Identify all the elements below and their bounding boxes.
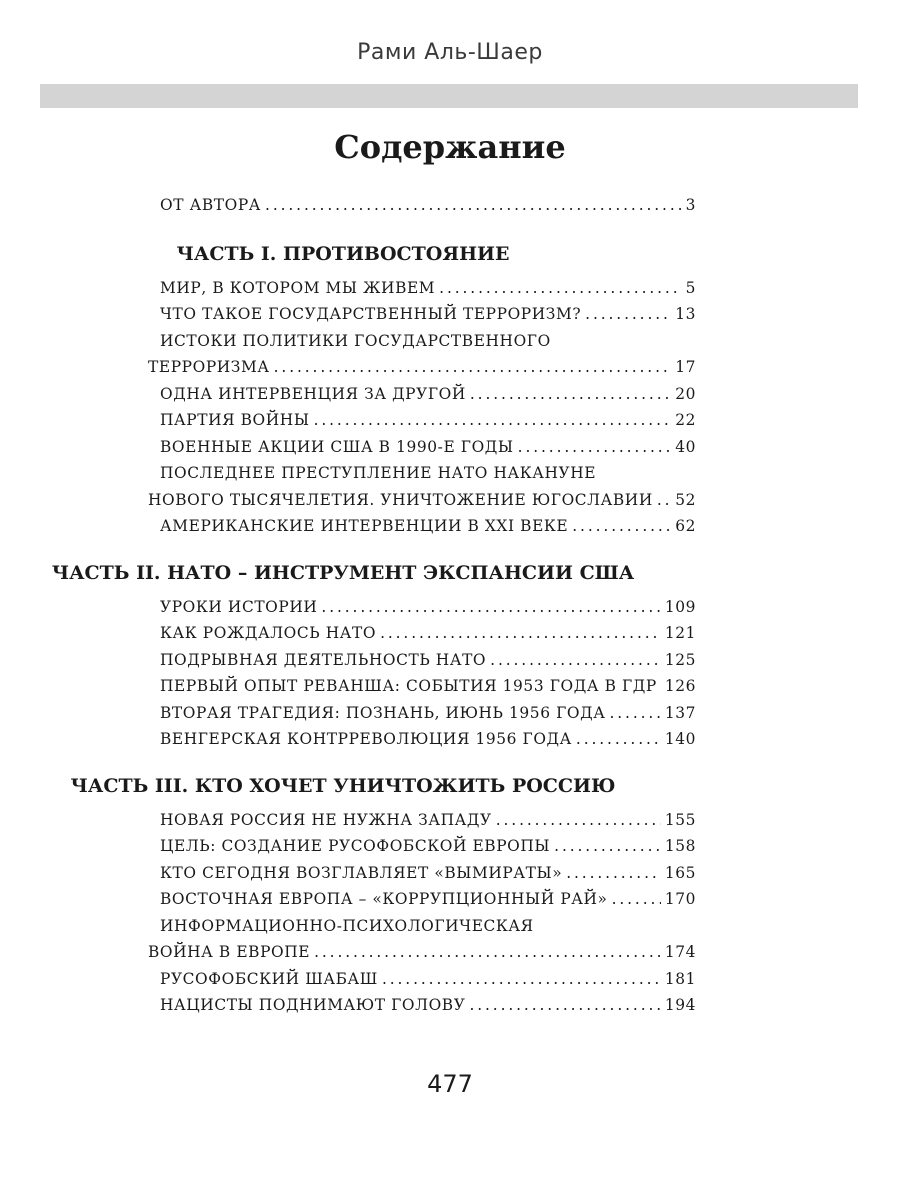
toc-entry-title: ВОЙНА В ЕВРОПЕ	[148, 943, 311, 961]
toc-entry-title: ПЕРВЫЙ ОПЫТ РЕВАНША: СОБЫТИЯ 1953 ГОДА В ГДР	[160, 677, 657, 695]
toc-entry-page: 3	[685, 196, 696, 214]
toc-entry	[160, 807, 696, 834]
toc-entry-page: 181	[664, 969, 696, 988]
toc-entry-title: КАК РОЖДАЛОСЬ НАТО	[160, 624, 377, 642]
dot-leader	[314, 939, 661, 966]
dot-leader	[554, 833, 661, 860]
dot-leader	[382, 966, 661, 993]
dot-leader	[585, 301, 671, 328]
toc-entry	[160, 700, 696, 727]
toc-entry	[160, 647, 696, 674]
toc-entry-title: КТО СЕГОДНЯ ВОЗГЛАВЛЯЕТ «ВЫМИРАТЫ»	[160, 863, 563, 882]
toc-entry-title: ВОЕННЫЕ АКЦИИ США В 1990-Е ГОДЫ	[160, 437, 514, 456]
dot-leader	[576, 726, 661, 753]
toc-entry	[160, 513, 696, 540]
toc-entry-title: ВОСТОЧНАЯ ЕВРОПА – «КОРРУПЦИОННЫЙ РАЙ»	[160, 890, 608, 908]
dot-leader	[380, 620, 661, 647]
toc-entry	[160, 620, 696, 647]
toc-entry-page: 20	[675, 384, 696, 403]
toc-entry-title: ПАРТИЯ ВОЙНЫ	[160, 411, 310, 429]
toc-title: Содержание	[334, 128, 566, 166]
toc-entry-title: ОДНА ИНТЕРВЕНЦИЯ ЗА ДРУГОЙ	[160, 384, 466, 403]
toc-entry-page: 165	[664, 863, 696, 882]
toc-entry-page: 5	[685, 278, 696, 297]
dot-leader	[274, 354, 672, 381]
toc-entry-page: 137	[664, 703, 696, 722]
toc-entry-title: ТЕРРОРИЗМА	[148, 358, 270, 376]
toc-entry-title: ЧТО ТАКОЕ ГОСУДАРСТВЕННЫЙ ТЕРРОРИЗМ?	[160, 305, 582, 323]
dot-leader	[469, 992, 660, 1019]
toc-entry-page: 140	[664, 730, 696, 748]
toc-entry	[160, 673, 696, 700]
toc-entry-title: ПОДРЫВНАЯ ДЕЯТЕЛЬНОСТЬ НАТО	[160, 650, 487, 669]
toc-entry-page: 17	[675, 358, 696, 376]
toc-entry	[160, 833, 696, 860]
toc-entry-title-line1: ИСТОКИ ПОЛИТИКИ ГОСУДАРСТВЕННОГО	[160, 331, 551, 350]
toc-entry-page: 170	[664, 890, 696, 908]
toc-entry-page: 158	[664, 837, 696, 855]
header-bar	[40, 84, 858, 108]
part-heading: ЧАСТЬ II. НАТО – ИНСТРУМЕНТ ЭКСПАНСИИ США	[51, 561, 635, 584]
toc-entry-title: ВТОРАЯ ТРАГЕДИЯ: ПОЗНАНЬ, ИЮНЬ 1956 ГОДА	[160, 703, 606, 722]
dot-leader	[490, 647, 661, 674]
dot-leader	[609, 700, 660, 727]
toc-entry	[160, 860, 696, 887]
toc-entry-title: ВЕНГЕРСКАЯ КОНТРРЕВОЛЮЦИЯ 1956 ГОДА	[160, 730, 572, 748]
toc-part	[70, 773, 696, 1019]
toc-entry-title-line1: ИНФОРМАЦИОННО-ПСИХОЛОГИЧЕСКАЯ	[160, 916, 534, 935]
toc-entry-page: 109	[664, 597, 696, 616]
toc-entry-title: ЦЕЛЬ: СОЗДАНИЕ РУСОФОБСКОЙ ЕВРОПЫ	[160, 837, 551, 855]
dot-leader	[439, 275, 681, 302]
toc-part	[148, 241, 696, 540]
toc-entry-page: 155	[664, 810, 696, 829]
toc-entry	[160, 966, 696, 993]
toc-entry-title: НОВАЯ РОССИЯ НЕ НУЖНА ЗАПАДУ	[160, 810, 492, 829]
dot-leader	[314, 407, 672, 434]
toc-entry	[160, 594, 696, 621]
toc-entry-page: 13	[675, 305, 696, 323]
toc-entry	[160, 434, 696, 461]
toc-entry	[160, 275, 696, 302]
dot-leader	[321, 594, 660, 621]
toc-entry	[148, 354, 696, 381]
toc-parts	[51, 241, 697, 1019]
toc-entry	[148, 487, 696, 514]
toc-entry	[160, 407, 696, 434]
toc-entry-page: 40	[675, 437, 696, 456]
toc-entry	[160, 992, 696, 1019]
part-heading: ЧАСТЬ I. ПРОТИВОСТОЯНИЕ	[176, 242, 510, 265]
toc-entry-page: 121	[664, 624, 696, 642]
toc-entry-page: 22	[675, 411, 696, 429]
toc-entry-page: 125	[664, 650, 696, 669]
toc-entry-title: ОТ АВТОРА	[160, 196, 262, 214]
dot-leader	[612, 886, 661, 913]
toc-entry-page: 62	[675, 517, 696, 535]
toc-entry-page: 194	[664, 996, 696, 1014]
dot-leader	[470, 381, 671, 408]
toc-part	[51, 560, 697, 753]
toc-entry-title: УРОКИ ИСТОРИИ	[160, 597, 318, 616]
toc-entry-title: МИР, В КОТОРОМ МЫ ЖИВЕМ	[160, 278, 436, 297]
dot-leader	[518, 434, 672, 461]
dot-leader	[572, 513, 671, 540]
page-number: 477	[427, 1070, 473, 1098]
toc-entry	[160, 886, 696, 913]
toc-entry	[160, 381, 696, 408]
part-heading: ЧАСТЬ III. КТО ХОЧЕТ УНИЧТОЖИТЬ РОССИЮ	[70, 774, 616, 797]
toc-entry-page: 52	[675, 490, 696, 509]
toc-entry-title: НАЦИСТЫ ПОДНИМАЮТ ГОЛОВУ	[160, 996, 466, 1014]
toc-entry	[160, 301, 696, 328]
table-of-contents	[51, 192, 697, 1019]
toc-entry-page: 174	[664, 943, 696, 961]
dot-leader	[496, 807, 661, 834]
toc-entry	[148, 939, 696, 966]
toc-entry-page: 126	[664, 677, 697, 695]
toc-entry-title-line1: ПОСЛЕДНЕЕ ПРЕСТУПЛЕНИЕ НАТО НАКАНУНЕ	[160, 464, 597, 482]
toc-entry-title: НОВОГО ТЫСЯЧЕЛЕТИЯ. УНИЧТОЖЕНИЕ ЮГОСЛАВИИ	[148, 490, 653, 509]
dot-leader	[657, 487, 671, 514]
toc-entry-title: АМЕРИКАНСКИЕ ИНТЕРВЕНЦИИ В XXI ВЕКЕ	[160, 517, 569, 535]
dot-leader	[265, 192, 682, 219]
toc-entry-title: РУСОФОБСКИЙ ШАБАШ	[160, 969, 378, 988]
dot-leader	[566, 860, 661, 887]
running-header-author: Рами Аль-Шаер	[357, 40, 543, 65]
toc-entry-intro	[160, 192, 696, 219]
toc-entry	[160, 726, 696, 753]
